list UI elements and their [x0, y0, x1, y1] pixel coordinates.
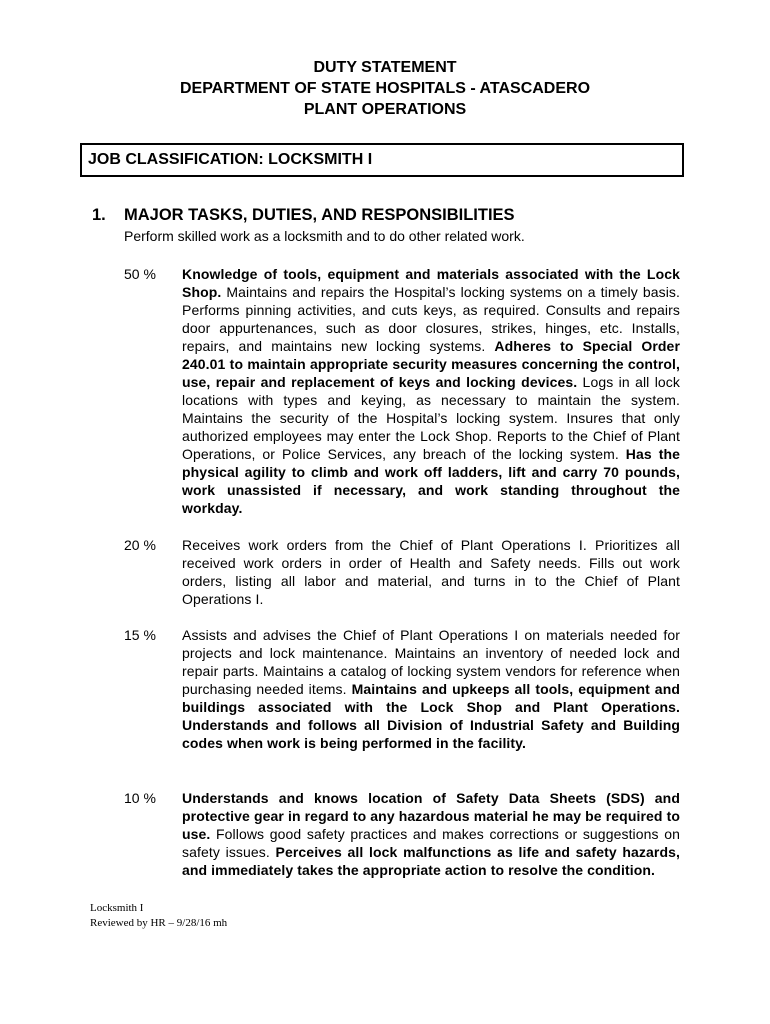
footer-review-note: Reviewed by HR – 9/28/16 mh [90, 917, 228, 929]
section-subtitle: Perform skilled work as a locksmith and to do other related work. [124, 228, 525, 244]
task-description [182, 536, 680, 608]
task-description [182, 789, 680, 879]
task-item [124, 265, 680, 517]
task-text-segment: Adheres to Special Order 240.01 to maintain appropriate security measures concerning the control, use, repair and replacement of keys and locking devices. [182, 338, 680, 390]
task-text-segment: Assists and advises the Chief of Plant Operations I on materials needed for projects and lock maintenance. Maintains an inventory of needed lock and repair parts. Maintains a catalog of locking system vendors for reference when purchasing needed items. [182, 627, 680, 697]
section-number: 1. [92, 206, 106, 224]
header-title: DUTY STATEMENT [313, 59, 457, 76]
header-division: PLANT OPERATIONS [303, 101, 467, 118]
task-text-segment: Follows good safety practices and makes corrections or suggestions on safety issues. [182, 826, 680, 860]
job-classification-box [80, 143, 684, 177]
job-classification-text: JOB CLASSIFICATION: LOCKSMITH I [88, 151, 373, 168]
task-percent: 50 % [124, 266, 156, 282]
task-text-segment: Understands and knows location of Safety Data Sheets (SDS) and protective gear in regard to any hazardous material he may be required to use. [182, 790, 680, 842]
task-percent: 10 % [124, 790, 156, 806]
task-text-segment: Knowledge of tools, equipment and materials associated with the Lock Shop. [182, 266, 680, 300]
document-header [0, 57, 770, 120]
section-title: MAJOR TASKS, DUTIES, AND RESPONSIBILITIES [124, 206, 515, 224]
task-percent: 20 % [124, 537, 156, 553]
task-item [124, 536, 680, 608]
task-description [182, 265, 680, 517]
task-description [182, 626, 680, 752]
task-text-segment: Maintains and repairs the Hospital’s locking systems on a timely basis. Performs pinning activities, and cuts keys, as required. Consults and repairs door appurtenances, such as door closures, strikes, hinges, etc. Installs, repairs, and maintains new locking systems. [182, 284, 680, 354]
task-text-segment: Receives work orders from the Chief of Plant Operations I. Prioritizes all received work orders in order of Health and Safety needs. Fills out work orders, listing all labor and material, and turns in to the Chief of Plant Operations I. [182, 537, 680, 607]
task-text-segment: Perceives all lock malfunctions as life and safety hazards, and immediately takes the appropriate action to resolve the condition. [182, 844, 680, 878]
task-percent: 15 % [124, 627, 156, 643]
section-heading [92, 205, 515, 225]
footer-classification: Locksmith I [90, 902, 144, 914]
task-text-segment: Logs in all lock locations with types and keying, as necessary to maintain the system. Maintains the security of the Hospital’s locking system. Insures that only authorized employees may enter the Lock Shop. Reports to the Chief of Plant Operations, or Police Services, any breach of the locking system. [182, 374, 681, 462]
task-item [124, 789, 680, 879]
task-text-segment: Has the physical agility to climb and work off ladders, lift and carry 70 pounds, work unassisted if necessary, and work standing throughout the workday. [182, 446, 680, 516]
task-item [124, 626, 680, 752]
header-department: DEPARTMENT OF STATE HOSPITALS - ATASCADERO [179, 80, 591, 97]
task-text-segment: Maintains and upkeeps all tools, equipment and buildings associated with the Lock Shop and Plant Operations. Understands and follows all Division of Industrial Safety and Building codes when work is being performed in the facility. [182, 681, 680, 751]
document-footer [90, 901, 227, 931]
